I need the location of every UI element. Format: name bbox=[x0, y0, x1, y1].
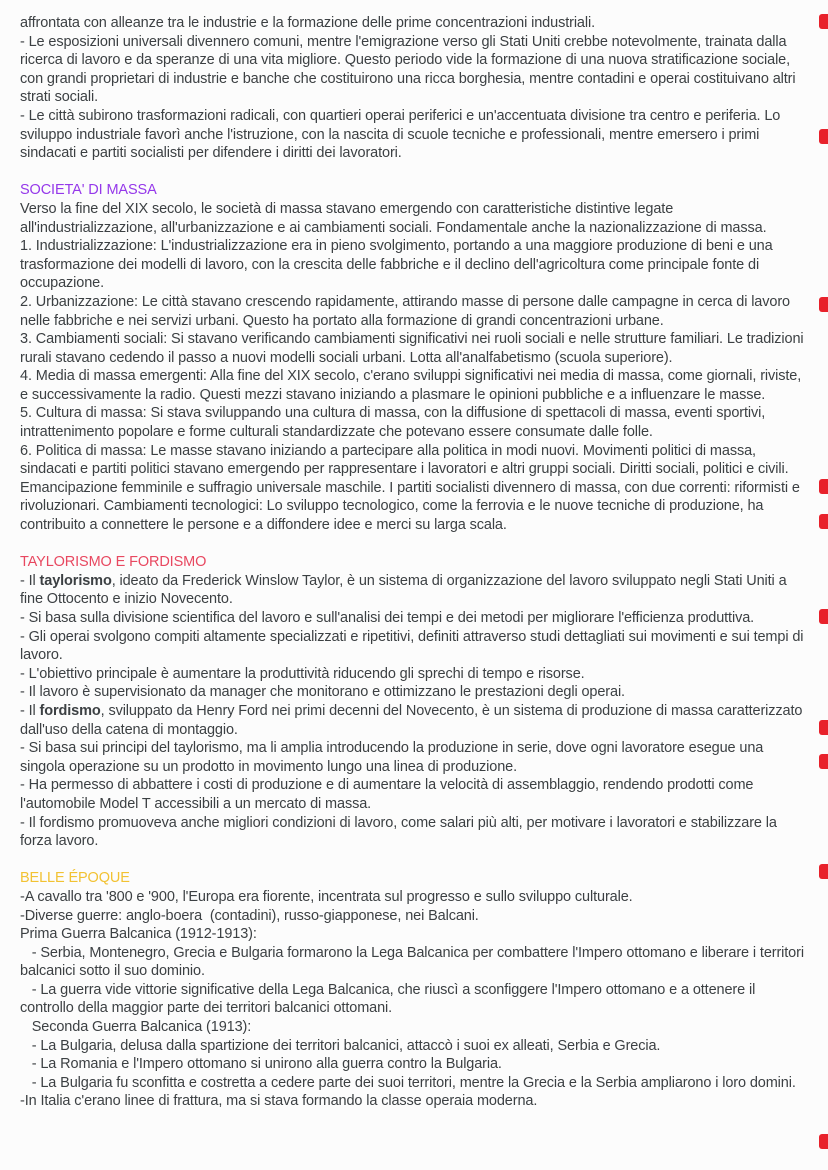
document-section bbox=[20, 14, 810, 163]
text: 2. Urbanizzazione: Le città stavano crescendo rapidamente, attirando masse di persone dalle campagne in cerca di lavoro nelle fabbriche e nei servizi urbani. Questo ha portato alla formazione di grandi concentrazioni urbane. bbox=[20, 293, 794, 329]
text: 4. Media di massa emergenti: Alla fine del XIX secolo, c'erano sviluppi significativi nei media di massa, come giornali, riviste, e successivamente la radio. Questi mezzi stavano iniziando a plasmare le opinioni pubbliche e a influenzare le masse. bbox=[20, 368, 806, 403]
paragraph bbox=[20, 814, 810, 851]
text: - Si basa sulla divisione scientifica del lavoro e sull'analisi dei tempi e dei metodi per migliorare l'efficienza produttiva. bbox=[20, 610, 755, 626]
annotation-marker-icon bbox=[819, 514, 828, 529]
document-section bbox=[20, 553, 810, 851]
paragraph bbox=[20, 293, 810, 330]
paragraph bbox=[20, 200, 810, 237]
paragraph bbox=[20, 442, 810, 535]
text: - La Romania e l'Impero ottomano si unirono alla guerra contro la Bulgaria. bbox=[20, 1056, 502, 1073]
bold-text: fordismo bbox=[39, 702, 101, 719]
section-heading: TAYLORISMO E FORDISMO bbox=[20, 554, 207, 571]
text: 3. Cambiamenti sociali: Si stavano verificando cambiamenti significativi nei ruoli sociali e nelle strutture familiari. Le tradizioni rurali stavano cedendo il passo a nuovi modelli sociali urbani. Lotta all'analfabetismo (scuola superiore). bbox=[20, 331, 808, 366]
paragraph bbox=[20, 776, 810, 813]
paragraph bbox=[20, 237, 810, 293]
annotation-marker-icon bbox=[819, 1134, 828, 1149]
paragraph bbox=[20, 981, 810, 1018]
text: - La guerra vide vittorie significative della Lega Balcanica, che riuscì a sconfiggere l'Impero ottomano e a ottenere il controllo della maggior parte dei territori balcanici ottomani. bbox=[20, 981, 760, 1017]
paragraph bbox=[20, 944, 810, 981]
paragraph bbox=[20, 404, 810, 441]
text: -Diverse guerre: anglo-boera (contadini), russo-giapponese, nei Balcani. bbox=[20, 907, 479, 924]
paragraph bbox=[20, 683, 810, 702]
paragraph bbox=[20, 1074, 810, 1093]
paragraph bbox=[20, 907, 810, 926]
text: 5. Cultura di massa: Si stava sviluppando una cultura di massa, con la diffusione di spettacoli di massa, eventi sportivi, intrattenimento popolare e forme culturali standardizzate che potevano essere consumate dalle folle. bbox=[20, 405, 770, 441]
text: -A cavallo tra '800 e '900, l'Europa era fiorente, incentrata sul progresso e sullo sviluppo culturale. bbox=[20, 888, 633, 905]
section-heading: SOCIETA' DI MASSA bbox=[20, 182, 157, 199]
annotation-marker-icon bbox=[819, 754, 828, 769]
text: 1. Industrializzazione: L'industrializzazione era in pieno svolgimento, portando a una maggiore produzione di beni e una trasformazione dei modelli di lavoro, con la crescita delle fabbriche e il declino dell'agricoltura come principale fonte di occupazione. bbox=[20, 238, 777, 292]
text: - Le città subirono trasformazioni radicali, con quartieri operai periferici e un'accentuata divisione tra centro e periferia. Lo sviluppo industriale favorì anche l'istruzione, con la nascita di scuole tecniche e professionali, mentre emersero i primi sindacati e partiti socialisti per difendere i diritti dei lavoratori. bbox=[20, 107, 785, 162]
paragraph bbox=[20, 367, 810, 404]
text: affrontata con alleanze tra le industrie e la formazione delle prime concentrazioni industriali. bbox=[20, 15, 595, 31]
text: - Gli operai svolgono compiti altamente specializzati e ripetitivi, definiti attraverso studi dettagliati sui movimenti e sui tempi di lavoro. bbox=[20, 628, 808, 664]
paragraph bbox=[20, 1018, 810, 1037]
text: - La Bulgaria, delusa dalla spartizione dei territori balcanici, attaccò i suoi ex alleati, Serbia e Grecia. bbox=[20, 1037, 661, 1054]
paragraph bbox=[20, 888, 810, 907]
text: - Le esposizioni universali divennero comuni, mentre l'emigrazione verso gli Stati Uniti crebbe notevolmente, trainata dalla ricerca di lavoro e da speranze di una vita migliore. Questo periodo vide la formazione di una nuova stratificazione sociale, con grandi proprietari di industrie e banche che costituirono una ricca borghesia, mentre contadini e operai costituivano altri strati sociali. bbox=[20, 33, 800, 106]
paragraph bbox=[20, 14, 810, 33]
section-heading: BELLE ÉPOQUE bbox=[20, 870, 130, 887]
bold-text: taylorismo bbox=[39, 572, 112, 589]
annotation-marker-icon bbox=[819, 14, 828, 29]
document-content bbox=[20, 14, 810, 1111]
text: Prima Guerra Balcanica (1912-1913): bbox=[20, 926, 257, 943]
document-section bbox=[20, 869, 810, 1111]
text: - Ha permesso di abbattere i costi di produzione e di aumentare la velocità di assemblaggio, rendendo prodotti come l'automobile Model T accessibili a un mercato di massa. bbox=[20, 777, 758, 812]
annotation-marker-icon bbox=[819, 864, 828, 879]
text: - Il lavoro è supervisionato da manager che monitorano e ottimizzano le prestazioni degli operai. bbox=[20, 684, 625, 701]
text: -In Italia c'erano linee di frattura, ma si stava formando la classe operaia moderna. bbox=[20, 1093, 538, 1110]
annotation-marker-icon bbox=[819, 129, 828, 144]
text: - Serbia, Montenegro, Grecia e Bulgaria formarono la Lega Balcanica per combattere l'Impero ottomano e liberare i territori balcanici sotto il suo dominio. bbox=[20, 944, 808, 980]
text: 6. Politica di massa: Le masse stavano iniziando a partecipare alla politica in modi nuovi. Movimenti politici di massa, sindacati e partiti politici stavano emergendo per rappresentare i lavoratori e altri gruppi sociali. Diritti sociali, politici e civili. Emancipazione femminile e suffragio universale maschile. I partiti socialisti divennero di massa, con due correnti: riformisti e rivoluzionari. Cambiamenti tecnologici: Lo sviluppo tecnologico, come la ferrovia e le nuove tecniche di produzione, ha contribuito a connettere le persone e a diffondere idee e merci su larga scala. bbox=[20, 442, 804, 534]
paragraph bbox=[20, 1092, 810, 1111]
text: - La Bulgaria fu sconfitta e costretta a cedere parte dei suoi territori, mentre la Grecia e la Serbia ampliarono i loro domini. bbox=[20, 1074, 796, 1091]
text: Seconda Guerra Balcanica (1913): bbox=[20, 1019, 252, 1036]
paragraph bbox=[20, 1055, 810, 1074]
text: - Si basa sui principi del taylorismo, ma li amplia introducendo la produzione in serie, dove ogni lavoratore esegue una singola operazione su un prodotto in movimento lungo una linea di produzione. bbox=[20, 740, 768, 775]
text: , sviluppato da Henry Ford nei primi decenni del Novecento, è un sistema di produzione di massa caratterizzato dall'uso della catena di montaggio. bbox=[20, 702, 807, 738]
paragraph bbox=[20, 107, 810, 163]
paragraph bbox=[20, 609, 810, 628]
paragraph bbox=[20, 925, 810, 944]
document-section bbox=[20, 181, 810, 534]
paragraph bbox=[20, 702, 810, 739]
paragraph bbox=[20, 1037, 810, 1056]
paragraph bbox=[20, 330, 810, 367]
paragraph bbox=[20, 572, 810, 609]
paragraph bbox=[20, 739, 810, 776]
text: , ideato da Frederick Winslow Taylor, è un sistema di organizzazione del lavoro sviluppato negli Stati Uniti a fine Ottocento e inizio Novecento. bbox=[20, 572, 791, 608]
text: - Il bbox=[20, 572, 40, 589]
paragraph bbox=[20, 665, 810, 684]
annotation-marker-icon bbox=[819, 609, 828, 624]
paragraph bbox=[20, 628, 810, 665]
annotation-marker-icon bbox=[819, 297, 828, 312]
text: Verso la fine del XIX secolo, le società di massa stavano emergendo con caratteristiche distintive legate all'industrializzazione, all'urbanizzazione e ai cambiamenti sociali. Fondamentale anche la nazionalizzazione di massa. bbox=[20, 200, 767, 236]
annotation-marker-icon bbox=[819, 720, 828, 735]
text: - Il bbox=[20, 702, 40, 719]
paragraph bbox=[20, 33, 810, 107]
text: - Il fordismo promuoveva anche migliori condizioni di lavoro, come salari più alti, per motivare i lavoratori e stabilizzare la forza lavoro. bbox=[20, 814, 781, 850]
text: - L'obiettivo principale è aumentare la produttività riducendo gli sprechi di tempo e risorse. bbox=[20, 665, 585, 682]
annotation-marker-icon bbox=[819, 479, 828, 494]
edge-markers bbox=[816, 0, 828, 1170]
